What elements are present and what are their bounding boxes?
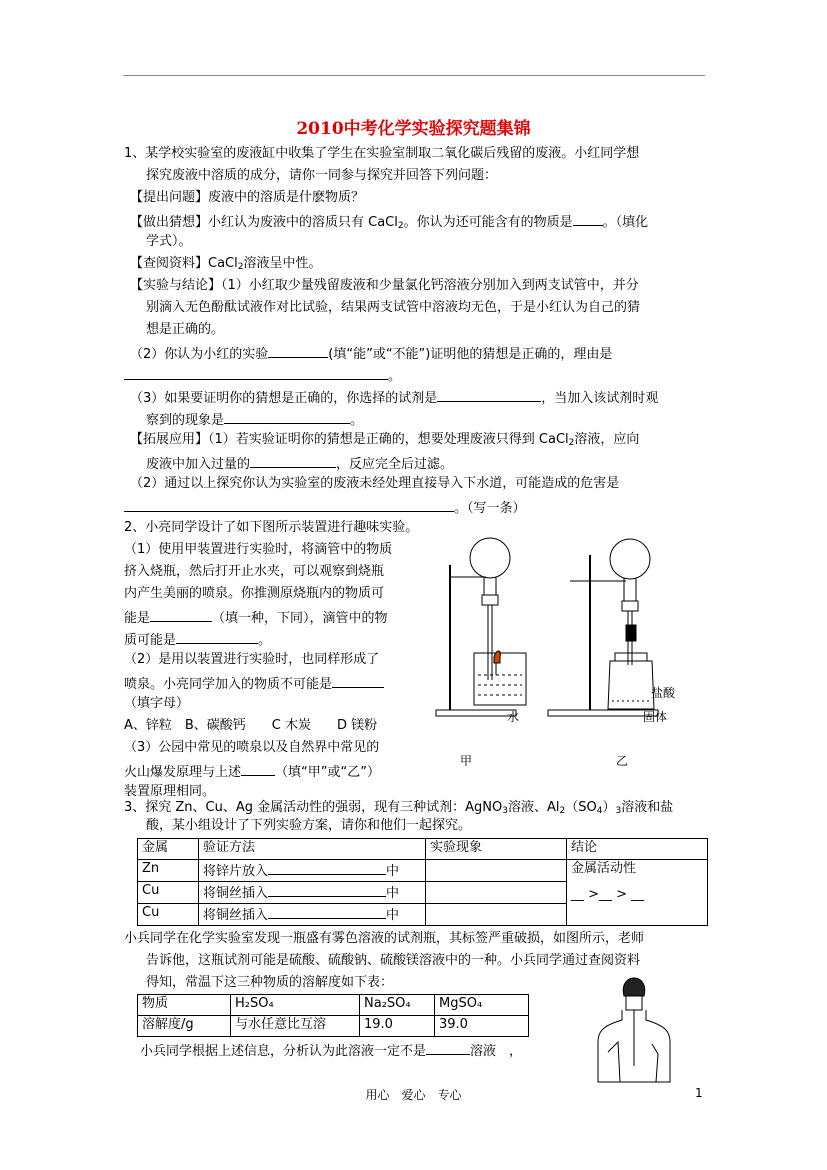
q1-line-14 [130, 431, 639, 449]
q1-line-6 [130, 255, 321, 273]
q1-line-8: 别滴入无色酚酞试液作对比试验，结果两支试管中溶液均无色，于是小红认为自己的猜 [146, 300, 641, 315]
q1-phenomenon-text: 察到的现象是 [146, 413, 225, 428]
q1-guess-sub: 2 [397, 221, 404, 231]
header-rule [123, 75, 705, 76]
q1-line-7: 【实验与结论】（1）小红取少量残留废液和少量氯化钙溶液分别加入到两支试管中，并分 [130, 278, 639, 293]
q2-line-1: 2、小亮同学设计了如下图所示装置进行趣味实验。 [124, 520, 419, 535]
header-phenomenon: 实验现象 [426, 839, 567, 860]
header-h2so4: H₂SO₄ [231, 995, 360, 1016]
q3-sub-1: 3 [502, 806, 508, 816]
q3-sub-2: 2 [559, 806, 566, 816]
metal-cell: Zn [138, 860, 199, 882]
method-text: 将铜丝插入 [203, 886, 269, 901]
table-row [138, 1016, 529, 1037]
q1-extend-sub: 2 [568, 438, 575, 448]
method-cell [199, 904, 426, 926]
q1-excess-text: 废液中加入过量的 [146, 457, 251, 472]
q3-text-a: 3、探究 Zn、Cu、Ag 金属活动性的强弱，现有三种试剂：AgNO [124, 800, 503, 815]
page-title: 2010中考化学实验探究题集锦 [296, 119, 531, 139]
q1-reason-blank[interactable] [124, 365, 388, 380]
q3-line-2: 酸，某小组设计了下列实验方案，请你和他们一起探究。 [146, 818, 472, 833]
stand-base-icon [436, 710, 516, 716]
q1-line-12 [130, 387, 658, 408]
header-substance: 物质 [138, 995, 231, 1016]
q1-line-3: 【提出问题】废液中的溶质是什麽物质？ [130, 190, 365, 205]
q1-line-17 [124, 497, 526, 518]
clamp-icon [626, 625, 636, 641]
label-acid: 盐酸 [651, 686, 676, 700]
q2-flask-text: 能是 [124, 611, 151, 626]
phenomenon-cell[interactable] [426, 882, 567, 904]
method-text: 将锌片放入 [203, 864, 269, 879]
q2-line-8 [124, 673, 384, 694]
q2-options: A、锌粒 B、碳酸钙 C 木炭 D 镁粉 [124, 718, 378, 733]
q1-phenomenon-blank[interactable] [224, 409, 350, 424]
q2-volcano-blank[interactable] [241, 761, 275, 776]
method-cell [199, 860, 426, 882]
reagent-bottle-figure [590, 966, 680, 1084]
q1-line-4 [130, 211, 648, 232]
q1-line-2: 探究废液中溶质的成分，请你一同参与探究并回答下列问题： [146, 168, 498, 183]
q2-line-11: （3）公园中常见的喷泉以及自然界中常见的 [124, 740, 380, 755]
solubility-label: 溶解度/g [138, 1016, 231, 1037]
metal-cell: Cu [138, 904, 199, 926]
q1-line-15 [146, 453, 453, 474]
q1-extend-text-2: 溶液，应向 [574, 432, 640, 447]
q1-line-16: （2）通过以上探究你认为实验室的废液未经处理直接导入下水道，可能造成的危害是 [130, 476, 620, 491]
round-flask-icon [470, 538, 510, 578]
q1-hazard-blank[interactable] [124, 497, 454, 512]
q3-sub-3: 4 [596, 806, 603, 816]
conclusion-blanks[interactable]: __ >__ > __ [571, 887, 645, 902]
q1-q3-text-2: ，当加入该试剂时观 [541, 391, 659, 406]
q2-dropper-blank[interactable] [176, 629, 258, 644]
gas-bottle-icon [608, 661, 654, 709]
footer-motto: 用心 爱心 专心 [365, 1088, 462, 1102]
q2-line-3: 挤入烧瓶，然后打开止水夹，可以观察到烧瓶 [124, 564, 385, 579]
page-number: 1 [695, 1086, 703, 1100]
q3-text-d: ） [602, 800, 616, 815]
q3-line-1 [124, 799, 673, 817]
q2-line-12 [124, 761, 380, 782]
phenomenon-cell[interactable] [426, 904, 567, 926]
q3-sub-4: 3 [615, 806, 622, 816]
conclusion-cell [567, 860, 708, 926]
apparatus-jia [436, 538, 526, 716]
q1-guess-blank[interactable] [573, 211, 603, 226]
q1-line-11 [124, 365, 401, 386]
q3-text-e: 溶液和盐 [621, 800, 674, 815]
q4-line-2: 告诉他，这瓶试剂可能是硫酸、硫酸钠、硫酸镁溶液中的一种。小兵同学通过查阅资料 [146, 953, 641, 968]
q2-not-text: 喷泉。小亮同学加入的物质不可能是 [124, 677, 333, 692]
round-flask-icon-2 [610, 539, 650, 579]
q3-text-b: 溶液、Al [507, 800, 560, 815]
q1-extend-text: 【拓展应用】（1）若实验证明你的猜想是正确的，想要处理废液只得到 CaCl [130, 432, 569, 447]
q1-line-5: 学式）。 [146, 234, 192, 249]
q2-line-6 [124, 629, 271, 650]
q2-volcano-text: 火山爆发原理与上述 [124, 765, 242, 780]
reagent-blank[interactable] [268, 860, 386, 875]
q2-dropper-end: 。 [258, 633, 272, 648]
q1-line-13 [146, 409, 363, 430]
label-yi: 乙 [616, 754, 629, 768]
q1-hazard-end: 。（写一条） [454, 501, 526, 516]
q1-reagent-blank[interactable] [437, 387, 541, 402]
q1-q2-blank[interactable] [268, 343, 328, 358]
label-solid: 固体 [643, 710, 668, 724]
q1-line-9: 想是正确的。 [146, 322, 225, 337]
label-water: 水 [507, 710, 520, 724]
method-end: 中 [386, 908, 400, 923]
q2-flask-text-2: （填一种，下同），滴管中的物 [212, 611, 388, 626]
method-text: 将铜丝插入 [203, 908, 269, 923]
q2-line-7: （2）是用以装置进行实验时，也同样形成了 [124, 652, 380, 667]
header-method: 验证方法 [199, 839, 426, 860]
solubility-na2so4: 19.0 [360, 1016, 435, 1037]
q1-line-10 [130, 343, 612, 364]
dropper-bulb-icon [623, 978, 645, 996]
reagent-blank[interactable] [268, 882, 386, 897]
label-jia: 甲 [460, 754, 473, 768]
q4-conclusion-blank[interactable] [426, 1040, 470, 1055]
solubility-table [137, 994, 529, 1037]
bottle-stopper-icon [626, 996, 642, 1010]
q1-reason-end: 。 [388, 369, 402, 384]
q2-not-blank[interactable] [332, 673, 384, 688]
metal-cell: Cu [138, 882, 199, 904]
q2-flask-blank[interactable] [150, 607, 212, 622]
q2-line-2: （1）使用甲装置进行实验时，将滴管中的物质 [124, 542, 393, 557]
q1-phenomenon-end: 。 [350, 413, 364, 428]
q2-line-9: （填字母） [124, 696, 190, 711]
q1-lookup-text-2: 溶液呈中性。 [243, 256, 322, 271]
solubility-h2so4: 与水任意比互溶 [231, 1016, 360, 1037]
q1-q2-text: （2）你认为小红的实验 [130, 347, 269, 362]
q2-line-13: 装置原理相同。 [124, 784, 216, 799]
q1-excess-text-2: ，反应完全后过滤。 [336, 457, 454, 472]
q4-line-3: 得知，常温下这三种物质的溶解度如下表： [146, 975, 394, 990]
q2-dropper-text: 质可能是 [124, 633, 177, 648]
table-row [138, 860, 708, 882]
fountain-apparatus-figure [430, 525, 700, 775]
q1-guess-text-2: 。你认为还可能含有的物质是 [403, 215, 573, 230]
conclusion-label: 金属活动性 [571, 861, 637, 876]
q1-q3-text: （3）如果要证明你的猜想是正确的，你选择的试剂是 [130, 391, 438, 406]
header-na2so4: Na₂SO₄ [360, 995, 435, 1016]
header-mgso4: MgSO₄ [435, 995, 529, 1016]
method-cell [199, 882, 426, 904]
phenomenon-cell[interactable] [426, 860, 567, 882]
q2-volcano-text-2: （填“甲”或“乙”） [275, 765, 380, 780]
method-end: 中 [386, 864, 400, 879]
table-header-row [138, 839, 708, 860]
q4-conclusion-text: 小兵同学根据上述信息，分析认为此溶液一定不是 [140, 1044, 427, 1059]
q2-line-4: 内产生美丽的喷泉。你推测原烧瓶内的物质可 [124, 586, 385, 601]
reagent-blank[interactable] [268, 904, 386, 919]
header-conclusion: 结论 [567, 839, 708, 860]
q1-guess-text-3: 。（填化 [602, 215, 649, 230]
q2-line-5 [124, 607, 388, 628]
solubility-mgso4: 39.0 [435, 1016, 529, 1037]
apparatus-yi [548, 539, 658, 716]
q1-lookup-sub: 2 [237, 262, 244, 272]
q1-lookup-text: 【查阅资料】CaCl [130, 256, 238, 271]
q4-conclusion-end: 溶液 ， [470, 1044, 523, 1059]
q1-excess-blank[interactable] [250, 453, 336, 468]
q4-line-1: 小兵同学在化学实验室发现一瓶盛有雾色溶液的试剂瓶，其标签严重破损，如图所示，老师 [124, 931, 645, 946]
q1-line-1: 1、某学校实验室的废液缸中收集了学生在实验室制取二氧化碳后残留的废液。小红同学想 [124, 146, 640, 161]
table-header-row [138, 995, 529, 1016]
q1-q2-text-2: (填“能”或“不能”)证明他的猜想是正确的，理由是 [328, 347, 613, 362]
q3-text-c: （SO [565, 800, 597, 815]
header-metal: 金属 [138, 839, 199, 860]
method-end: 中 [386, 886, 400, 901]
metal-activity-table [137, 838, 708, 926]
q1-guess-text: 【做出猜想】小红认为废液中的溶质只有 CaCl [130, 215, 398, 230]
q4-line-4 [140, 1040, 522, 1061]
